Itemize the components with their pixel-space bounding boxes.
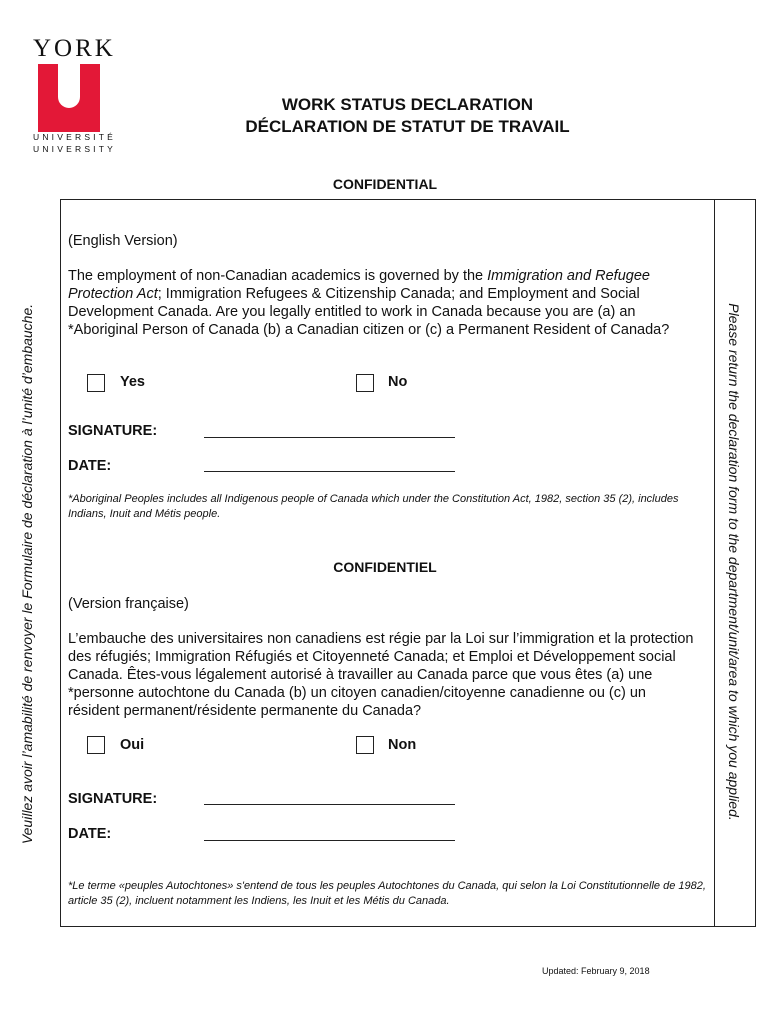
english-para-act: Immigration and Refugee Protection Act xyxy=(68,268,650,302)
english-paragraph xyxy=(68,267,698,339)
side-note-french: Veuillez avoir l’amabilité de renvoyer le Formulaire de déclaration à l’unité d’embauche. xyxy=(19,303,35,845)
date-field-fr[interactable] xyxy=(204,840,455,841)
page-title-fr: DÉCLARATION DE STATUT DE TRAVAIL xyxy=(245,117,570,136)
english-version-label: (English Version) xyxy=(68,233,178,249)
oui-checkbox[interactable] xyxy=(87,736,105,754)
heading-confidential: CONFIDENTIAL xyxy=(332,176,438,192)
english-footnote: *Aboriginal Peoples includes all Indigenous people of Canada which under the Constitution Act, 1982, section 35 (2), includes Indians, Inuit and Métis people. xyxy=(68,493,679,520)
updated-date: Updated: February 9, 2018 xyxy=(542,966,650,976)
english-para-end: ; Immigration Refugees & Citizenship Canada; and Employment and Social Development Canada. Are you legally entitled to work in Canada because you are (a) an *Aboriginal Person of Canada (b) a Canadian citizen or (c) a Permanent Resident of Canada? xyxy=(68,286,670,338)
signature-label-fr: SIGNATURE: xyxy=(68,791,158,807)
french-footnote: *Le terme «peuples Autochtones» s'entend de tous les peuples Autochtones du Canada, qui selon la Loi Constitutionnelle de 1982, article 35 (2), incluent notamment les Indiens, les Inuit et les Métis du Canada. xyxy=(68,880,706,907)
logo-wordmark: YORK xyxy=(33,35,116,62)
date-label: DATE: xyxy=(68,458,112,474)
logo-universite: UNIVERSITÉ xyxy=(33,132,117,142)
no-checkbox[interactable] xyxy=(356,374,374,392)
french-version-label: (Version française) xyxy=(68,596,189,612)
heading-confidentiel: CONFIDENTIEL xyxy=(333,559,437,575)
yes-label: Yes xyxy=(120,374,145,390)
english-para-start: The employment of non-Canadian academics is governed by the xyxy=(68,268,488,284)
french-paragraph: L’embauche des universitaires non canadiens est régie par la Loi sur l’immigration et la protection des réfugiés; Immigration Réfugiés et Citoyenneté Canada; et Emploi et Développement social Canada. Êtes-vous légalement autorisé à travailler au Canada parce que vous êtes (a) une *personne autochtone du Canada (b) un citoyen canadien/citoyenne canadienne ou (c) un résident permanent/résidente permanente du Canada? xyxy=(68,631,694,719)
date-label-fr: DATE: xyxy=(68,826,112,842)
non-label: Non xyxy=(388,737,417,753)
logo-university: UNIVERSITY xyxy=(33,144,117,154)
signature-field[interactable] xyxy=(204,437,455,438)
page-title-en: WORK STATUS DECLARATION xyxy=(281,95,534,114)
date-field[interactable] xyxy=(204,471,455,472)
signature-field-fr[interactable] xyxy=(204,804,455,805)
yes-checkbox[interactable] xyxy=(87,374,105,392)
signature-label: SIGNATURE: xyxy=(68,423,158,439)
side-note-english: Please return the declaration form to the department/unit/area to which you applied. xyxy=(726,303,742,821)
non-checkbox[interactable] xyxy=(356,736,374,754)
oui-label: Oui xyxy=(120,737,145,753)
no-label: No xyxy=(388,374,408,390)
